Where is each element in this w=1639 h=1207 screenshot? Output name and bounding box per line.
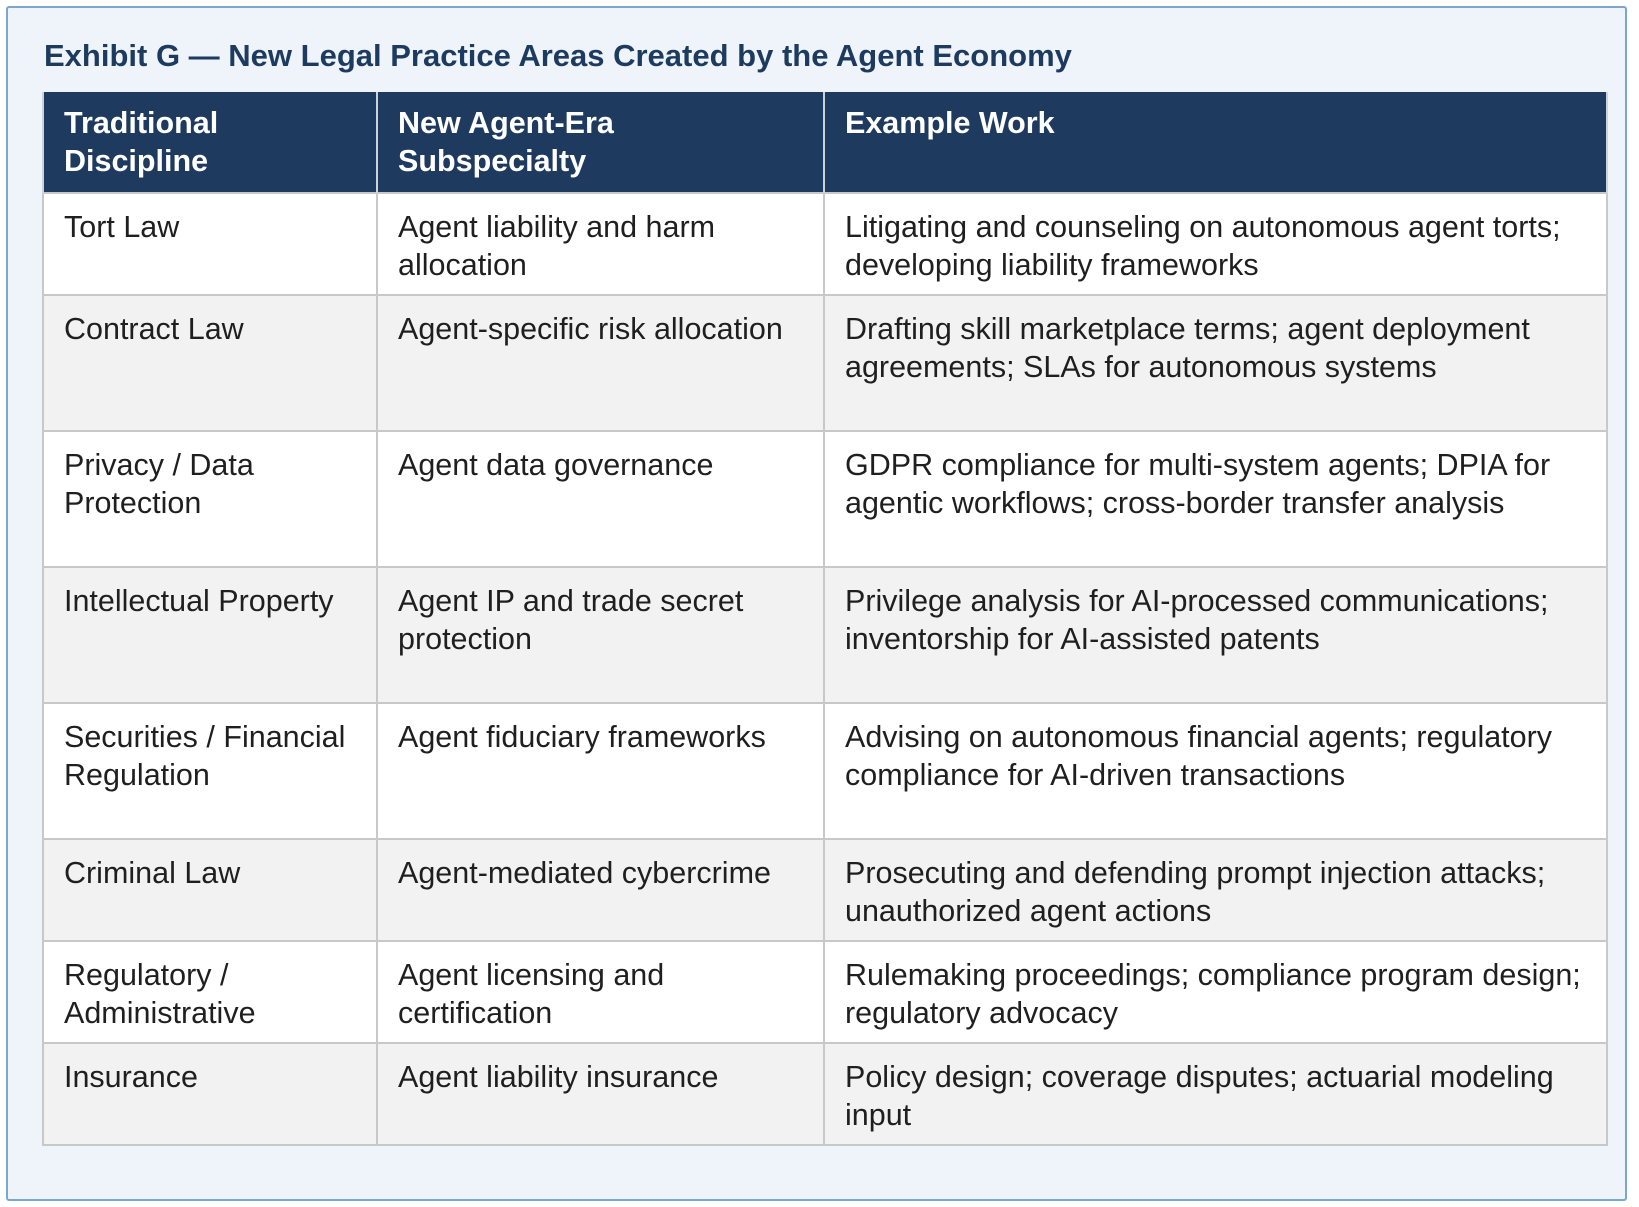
table-row [43, 567, 1607, 703]
cell-discipline: Intellectual Property [43, 567, 377, 703]
table-header-row [43, 92, 1607, 193]
table-row [43, 431, 1607, 567]
cell-example-work: Litigating and counseling on autonomous agent torts; developing liability frameworks [824, 193, 1607, 295]
cell-subspecialty: Agent-specific risk allocation [377, 295, 824, 431]
table-row [43, 941, 1607, 1043]
cell-example-work: Advising on autonomous financial agents; regulatory compliance for AI-driven transactions [824, 703, 1607, 839]
cell-example-work: Prosecuting and defending prompt injection attacks; unauthorized agent actions [824, 839, 1607, 941]
cell-discipline: Regulatory / Administrative [43, 941, 377, 1043]
cell-discipline: Insurance [43, 1043, 377, 1145]
cell-discipline: Tort Law [43, 193, 377, 295]
table-row [43, 193, 1607, 295]
header-traditional-discipline: Traditional Discipline [43, 92, 377, 193]
practice-areas-table [42, 92, 1608, 1146]
cell-example-work: Drafting skill marketplace terms; agent deployment agreements; SLAs for autonomous systems [824, 295, 1607, 431]
cell-discipline: Criminal Law [43, 839, 377, 941]
cell-discipline: Contract Law [43, 295, 377, 431]
exhibit-title: Exhibit G — New Legal Practice Areas Created by the Agent Economy [44, 38, 1072, 73]
cell-discipline: Privacy / Data Protection [43, 431, 377, 567]
cell-subspecialty: Agent liability and harm allocation [377, 193, 824, 295]
cell-subspecialty: Agent IP and trade secret protection [377, 567, 824, 703]
table-row [43, 703, 1607, 839]
cell-subspecialty: Agent data governance [377, 431, 824, 567]
cell-example-work: Privilege analysis for AI-processed communications; inventorship for AI-assisted patents [824, 567, 1607, 703]
table-row [43, 295, 1607, 431]
table-row [43, 839, 1607, 941]
cell-subspecialty: Agent-mediated cybercrime [377, 839, 824, 941]
exhibit-panel [6, 6, 1627, 1201]
cell-example-work: Policy design; coverage disputes; actuarial modeling input [824, 1043, 1607, 1145]
header-example-work: Example Work [824, 92, 1607, 193]
cell-subspecialty: Agent fiduciary frameworks [377, 703, 824, 839]
cell-subspecialty: Agent licensing and certification [377, 941, 824, 1043]
cell-example-work: Rulemaking proceedings; compliance program design; regulatory advocacy [824, 941, 1607, 1043]
header-new-subspecialty: New Agent-Era Subspecialty [377, 92, 824, 193]
table-row [43, 1043, 1607, 1145]
cell-discipline: Securities / Financial Regulation [43, 703, 377, 839]
cell-example-work: GDPR compliance for multi-system agents; DPIA for agentic workflows; cross-border transfer analysis [824, 431, 1607, 567]
cell-subspecialty: Agent liability insurance [377, 1043, 824, 1145]
